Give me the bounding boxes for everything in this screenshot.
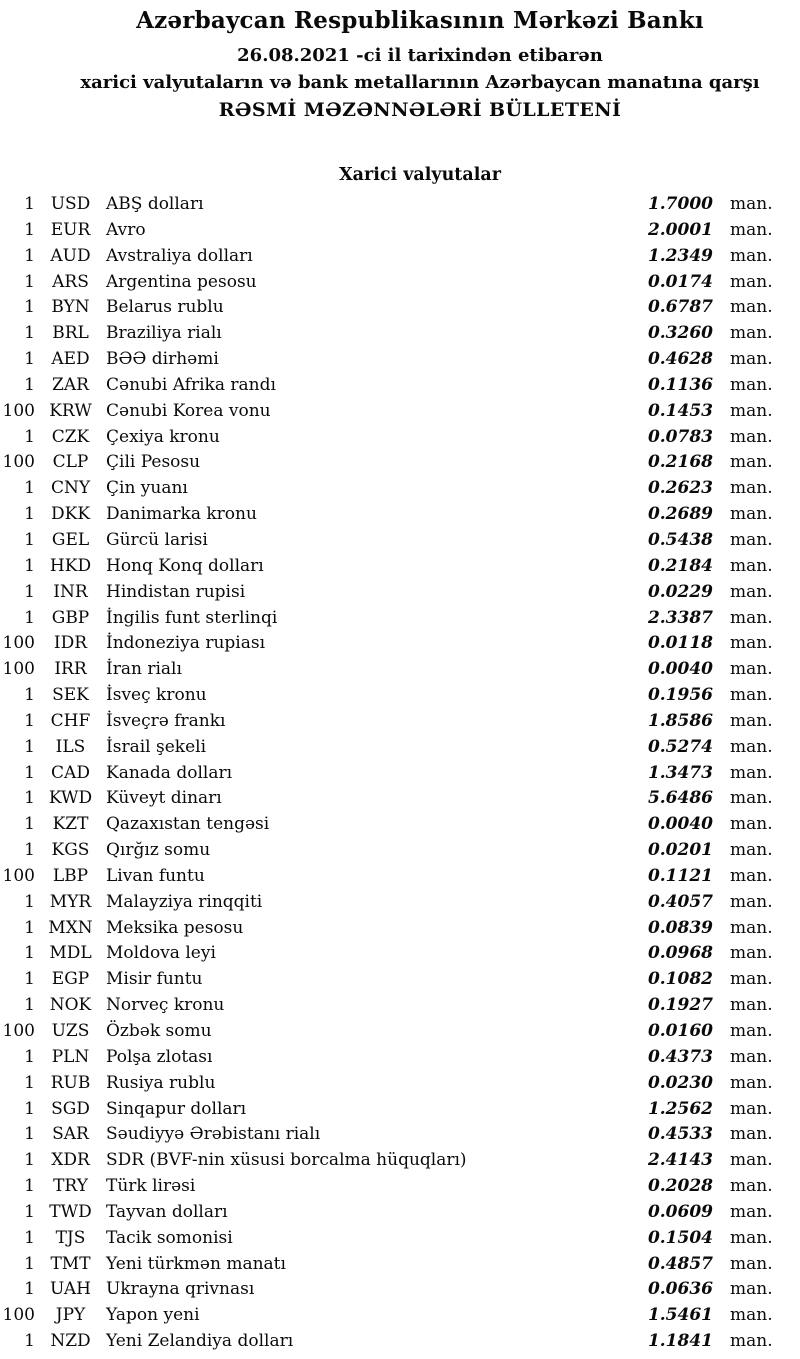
unit-label: man.	[730, 1150, 773, 1171]
unit-label: man.	[730, 814, 773, 835]
quantity-value: 100	[2, 1305, 35, 1326]
quantity-value: 1	[24, 529, 35, 550]
rate-value: 1.1841	[647, 1331, 713, 1352]
currency-row	[0, 890, 775, 916]
currency-row	[0, 502, 775, 528]
currency-code: MXN	[48, 917, 93, 938]
currency-row	[0, 1097, 775, 1123]
currency-code: GEL	[51, 529, 90, 550]
currency-code: EGP	[51, 969, 90, 990]
rate-value: 2.3387	[647, 607, 713, 628]
quantity-value: 1	[24, 374, 35, 395]
unit-label: man.	[730, 788, 773, 809]
quantity-value: 1	[24, 297, 35, 318]
unit-label: man.	[730, 581, 773, 602]
currency-row	[0, 631, 775, 657]
unit-label: man.	[730, 840, 773, 861]
quantity-value: 1	[24, 1150, 35, 1171]
quantity-value: 100	[2, 659, 35, 680]
currency-row	[0, 528, 775, 554]
quantity-value: 1	[24, 555, 35, 576]
section-title-foreign-currencies: Xarici valyutalar	[339, 165, 501, 185]
currency-code: TWD	[49, 1201, 92, 1222]
currency-code: TJS	[55, 1227, 86, 1248]
quantity-value: 1	[24, 736, 35, 757]
currency-code: CHF	[50, 710, 91, 731]
currency-name: Hindistan rupisi	[106, 581, 246, 602]
currency-name: Sinqapur dolları	[106, 1098, 247, 1119]
rate-value: 0.3260	[647, 323, 713, 344]
currency-code: AUD	[50, 245, 91, 266]
currency-code: UZS	[51, 1021, 90, 1041]
quantity-value: 1	[24, 1253, 35, 1274]
currency-name: Belarus rublu	[106, 297, 224, 318]
quantity-value: 1	[24, 349, 35, 370]
currency-row	[0, 683, 775, 709]
quantity-value: 1	[24, 1072, 35, 1093]
currency-name: BƏƏ dirhəmi	[106, 349, 219, 370]
currency-code: NZD	[50, 1331, 91, 1352]
currency-code: UAH	[50, 1279, 91, 1300]
currency-name: Türk lirəsi	[106, 1176, 196, 1197]
rate-value: 0.0230	[647, 1072, 713, 1093]
quantity-value: 1	[24, 1227, 35, 1248]
effective-date-line: 26.08.2021 -ci il tarixindən etibarən	[237, 45, 603, 66]
quantity-value: 1	[24, 814, 35, 835]
unit-label: man.	[730, 685, 773, 706]
unit-label: man.	[730, 1098, 773, 1119]
currency-code: SGD	[51, 1098, 90, 1119]
unit-label: man.	[730, 1331, 773, 1352]
unit-label: man.	[730, 297, 773, 318]
currency-code: KZT	[52, 814, 89, 835]
unit-label: man.	[730, 1227, 773, 1248]
rate-value: 0.1453	[647, 400, 713, 421]
rate-value: 0.0229	[647, 581, 713, 602]
quantity-value: 1	[24, 607, 35, 628]
rate-value: 0.4533	[647, 1124, 713, 1145]
quantity-value: 1	[24, 917, 35, 938]
currency-name: Özbək somu	[106, 1021, 212, 1041]
currency-code: SAR	[52, 1124, 89, 1145]
currency-code: MYR	[49, 891, 92, 912]
unit-label: man.	[730, 762, 773, 783]
unit-label: man.	[730, 1279, 773, 1300]
quantity-value: 1	[24, 1279, 35, 1300]
unit-label: man.	[730, 1046, 773, 1067]
rate-value: 0.2168	[647, 452, 713, 473]
rate-value: 1.2349	[647, 245, 713, 266]
quantity-value: 1	[24, 1201, 35, 1222]
currency-name: Avstraliya dolları	[106, 245, 253, 266]
currency-name: Yeni türkmən manatı	[106, 1253, 286, 1274]
currency-name: Qazaxıstan tengəsi	[106, 814, 270, 835]
unit-label: man.	[730, 1072, 773, 1093]
currency-row	[0, 270, 775, 296]
currency-name: Malayziya rinqqiti	[106, 891, 263, 912]
rate-value: 0.0839	[647, 917, 713, 938]
quantity-value: 100	[2, 452, 35, 473]
currency-name: İngilis funt sterlinqi	[106, 607, 278, 628]
rate-value: 0.5438	[647, 529, 713, 550]
unit-label: man.	[730, 504, 773, 525]
currency-row	[0, 812, 775, 838]
rate-value: 0.1956	[647, 685, 713, 706]
bulletin-title: RƏSMİ MƏZƏNNƏLƏRİ BÜLLETENİ	[218, 99, 622, 121]
currency-code: RUB	[50, 1072, 91, 1093]
currency-row	[0, 218, 775, 244]
unit-label: man.	[730, 194, 773, 214]
unit-label: man.	[730, 607, 773, 628]
currency-row	[0, 864, 775, 890]
rate-value: 0.0160	[647, 1021, 713, 1041]
currency-row	[0, 476, 775, 502]
currency-code: NOK	[49, 995, 92, 1016]
currency-row	[0, 993, 775, 1019]
currency-row	[0, 735, 775, 761]
quantity-value: 1	[24, 710, 35, 731]
unit-label: man.	[730, 219, 773, 240]
rates-table	[0, 192, 800, 1355]
quantity-value: 1	[24, 840, 35, 861]
quantity-value: 1	[24, 245, 35, 266]
unit-label: man.	[730, 1021, 773, 1041]
currency-row	[0, 1071, 775, 1097]
rate-value: 0.4373	[647, 1046, 713, 1067]
unit-label: man.	[730, 633, 773, 654]
currency-code: IDR	[53, 633, 88, 654]
rate-value: 0.0174	[647, 271, 713, 292]
currency-name: Çin yuanı	[106, 478, 188, 499]
currency-code: CLP	[52, 452, 89, 473]
rate-value: 1.3473	[647, 762, 713, 783]
rate-value: 1.2562	[647, 1098, 713, 1119]
currency-code: DKK	[50, 504, 91, 525]
rate-value: 0.0201	[647, 840, 713, 861]
currency-name: Polşa zlotası	[106, 1046, 213, 1067]
currency-name: Kanada dolları	[106, 762, 233, 783]
currency-code: ZAR	[52, 374, 89, 395]
currency-code: JPY	[55, 1305, 86, 1326]
currency-row	[0, 657, 775, 683]
currency-row	[0, 1200, 775, 1226]
currency-row	[0, 450, 775, 476]
currency-name: Meksika pesosu	[106, 917, 244, 938]
currency-row	[0, 1174, 775, 1200]
currency-name: Səudiyyə Ərəbistanı rialı	[106, 1124, 321, 1145]
currency-row	[0, 709, 775, 735]
currency-name: İsrail şekeli	[106, 736, 206, 757]
currency-code: USD	[50, 194, 91, 214]
currency-name: Avro	[106, 219, 146, 240]
rate-value: 0.4857	[647, 1253, 713, 1274]
rate-value: 0.0968	[647, 943, 713, 964]
currency-name: Norveç kronu	[106, 995, 225, 1016]
currency-row	[0, 1277, 775, 1303]
unit-label: man.	[730, 400, 773, 421]
currency-code: TRY	[53, 1176, 88, 1197]
rate-value: 1.7000	[647, 194, 713, 214]
currency-code: BRL	[52, 323, 89, 344]
quantity-value: 1	[24, 1098, 35, 1119]
currency-row	[0, 1148, 775, 1174]
currency-row	[0, 606, 775, 632]
quantity-value: 1	[24, 504, 35, 525]
rate-value: 2.0001	[647, 219, 713, 240]
unit-label: man.	[730, 1253, 773, 1274]
currency-name: Tacik somonisi	[106, 1227, 233, 1248]
rate-value: 0.1136	[647, 374, 713, 395]
currency-code: KWD	[48, 788, 93, 809]
unit-label: man.	[730, 969, 773, 990]
quantity-value: 1	[24, 995, 35, 1016]
unit-label: man.	[730, 323, 773, 344]
rate-value: 0.1927	[647, 995, 713, 1016]
unit-label: man.	[730, 349, 773, 370]
unit-label: man.	[730, 659, 773, 680]
rate-value: 1.5461	[647, 1305, 713, 1326]
currency-row	[0, 244, 775, 270]
currency-name: İran rialı	[106, 659, 182, 680]
rate-value: 0.4057	[647, 891, 713, 912]
quantity-value: 1	[24, 788, 35, 809]
unit-label: man.	[730, 1201, 773, 1222]
rate-value: 2.4143	[647, 1150, 713, 1171]
currency-code: INR	[53, 581, 88, 602]
rate-value: 0.4628	[647, 349, 713, 370]
quantity-value: 1	[24, 581, 35, 602]
currency-name: Çexiya kronu	[106, 426, 220, 447]
currency-name: Yapon yeni	[106, 1305, 200, 1326]
currency-name: Honq Konq dolları	[106, 555, 264, 576]
quantity-value: 1	[24, 969, 35, 990]
rate-value: 0.0040	[647, 659, 713, 680]
rate-value: 0.2028	[647, 1176, 713, 1197]
quantity-value: 1	[24, 478, 35, 499]
unit-label: man.	[730, 452, 773, 473]
rate-value: 1.8586	[647, 710, 713, 731]
rate-value: 0.2689	[647, 504, 713, 525]
currency-code: ARS	[52, 271, 89, 292]
unit-label: man.	[730, 865, 773, 886]
currency-name: Braziliya rialı	[106, 323, 222, 344]
currency-name: Küveyt dinarı	[106, 788, 222, 809]
currency-row	[0, 761, 775, 787]
unit-label: man.	[730, 736, 773, 757]
currency-code: IRR	[54, 659, 87, 680]
currency-row	[0, 192, 775, 218]
currency-code: TMT	[50, 1253, 91, 1274]
quantity-value: 1	[24, 426, 35, 447]
currency-row	[0, 554, 775, 580]
quantity-value: 1	[24, 1046, 35, 1067]
unit-label: man.	[730, 995, 773, 1016]
currency-row	[0, 1019, 775, 1045]
currency-row	[0, 1329, 775, 1355]
currency-row	[0, 1045, 775, 1071]
quantity-value: 1	[24, 1176, 35, 1197]
rate-value: 0.0118	[647, 633, 713, 654]
currency-name: Qırğız somu	[106, 840, 211, 861]
unit-label: man.	[730, 271, 773, 292]
rate-value: 0.2184	[647, 555, 713, 576]
currency-name: SDR (BVF-nin xüsusi borcalma hüquqları)	[106, 1150, 467, 1171]
quantity-value: 1	[24, 1124, 35, 1145]
unit-label: man.	[730, 1176, 773, 1197]
rate-value: 0.0783	[647, 426, 713, 447]
subject-line: xarici valyutaların və bank metallarının Azərbaycan manatına qarşı	[80, 72, 760, 93]
currency-row	[0, 1252, 775, 1278]
currency-row	[0, 786, 775, 812]
quantity-value: 100	[2, 865, 35, 886]
currency-name: İsveç kronu	[106, 685, 207, 706]
unit-label: man.	[730, 426, 773, 447]
quantity-value: 1	[24, 323, 35, 344]
currency-code: CAD	[51, 762, 90, 783]
quantity-value: 1	[24, 1331, 35, 1352]
quantity-value: 1	[24, 219, 35, 240]
currency-row	[0, 295, 775, 321]
unit-label: man.	[730, 374, 773, 395]
currency-name: İndoneziya rupiası	[106, 633, 266, 654]
currency-code: XDR	[51, 1150, 90, 1171]
currency-name: Misir funtu	[106, 969, 203, 990]
unit-label: man.	[730, 245, 773, 266]
quantity-value: 1	[24, 943, 35, 964]
quantity-value: 100	[2, 400, 35, 421]
currency-code: BYN	[51, 297, 90, 318]
unit-label: man.	[730, 891, 773, 912]
quantity-value: 100	[2, 633, 35, 654]
rate-value: 0.1504	[647, 1227, 713, 1248]
rate-value: 0.5274	[647, 736, 713, 757]
currency-code: HKD	[49, 555, 92, 576]
currency-code: SEK	[52, 685, 89, 706]
quantity-value: 1	[24, 891, 35, 912]
quantity-value: 1	[24, 271, 35, 292]
unit-label: man.	[730, 1305, 773, 1326]
quantity-value: 1	[24, 194, 35, 214]
currency-name: Argentina pesosu	[106, 271, 257, 292]
rate-value: 0.0636	[647, 1279, 713, 1300]
unit-label: man.	[730, 1124, 773, 1145]
currency-row	[0, 425, 775, 451]
currency-row	[0, 941, 775, 967]
currency-name: Moldova leyi	[106, 943, 216, 964]
quantity-value: 1	[24, 762, 35, 783]
unit-label: man.	[730, 478, 773, 499]
rate-value: 0.2623	[647, 478, 713, 499]
currency-name: İsveçrə frankı	[106, 710, 226, 731]
currency-name: Çili Pesosu	[106, 452, 201, 473]
currency-name: Rusiya rublu	[106, 1072, 216, 1093]
currency-code: PLN	[51, 1046, 90, 1067]
currency-name: Yeni Zelandiya dolları	[106, 1331, 294, 1352]
currency-row	[0, 399, 775, 425]
currency-row	[0, 838, 775, 864]
currency-row	[0, 1122, 775, 1148]
currency-name: Tayvan dolları	[106, 1201, 228, 1222]
unit-label: man.	[730, 917, 773, 938]
rate-value: 0.1082	[647, 969, 713, 990]
currency-code: GBP	[51, 607, 90, 628]
bulletin-header	[0, 0, 800, 124]
currency-name: Cənubi Korea vonu	[106, 400, 271, 421]
currency-code: CZK	[51, 426, 90, 447]
rate-value: 0.0040	[647, 814, 713, 835]
quantity-value: 1	[24, 685, 35, 706]
currency-row	[0, 1226, 775, 1252]
currency-code: MDL	[49, 943, 92, 964]
currency-code: KGS	[51, 840, 90, 861]
unit-label: man.	[730, 943, 773, 964]
currency-code: CNY	[50, 478, 91, 499]
currency-name: Gürcü larisi	[106, 529, 208, 550]
unit-label: man.	[730, 710, 773, 731]
currency-row	[0, 967, 775, 993]
currency-code: ILS	[55, 736, 86, 757]
currency-name: ABŞ dolları	[106, 194, 204, 214]
currency-row	[0, 347, 775, 373]
currency-row	[0, 1303, 775, 1329]
unit-label: man.	[730, 529, 773, 550]
quantity-value: 100	[2, 1021, 35, 1041]
currency-row	[0, 916, 775, 942]
currency-name: Ukrayna qrivnası	[106, 1279, 255, 1300]
unit-label: man.	[730, 555, 773, 576]
currency-row	[0, 321, 775, 347]
currency-code: KRW	[49, 400, 92, 421]
bank-title: Azərbaycan Respublikasının Mərkəzi Bankı	[136, 7, 704, 34]
rate-value: 5.6486	[647, 788, 713, 809]
currency-name: Cənubi Afrika randı	[106, 374, 276, 395]
currency-name: Danimarka kronu	[106, 504, 257, 525]
currency-code: AED	[51, 349, 90, 370]
rate-value: 0.0609	[647, 1201, 713, 1222]
currency-code: LBP	[52, 865, 89, 886]
currency-row	[0, 373, 775, 399]
currency-row	[0, 580, 775, 606]
currency-name: Livan funtu	[106, 865, 205, 886]
rate-value: 0.6787	[647, 297, 713, 318]
rate-value: 0.1121	[647, 865, 713, 886]
currency-code: EUR	[50, 219, 91, 240]
